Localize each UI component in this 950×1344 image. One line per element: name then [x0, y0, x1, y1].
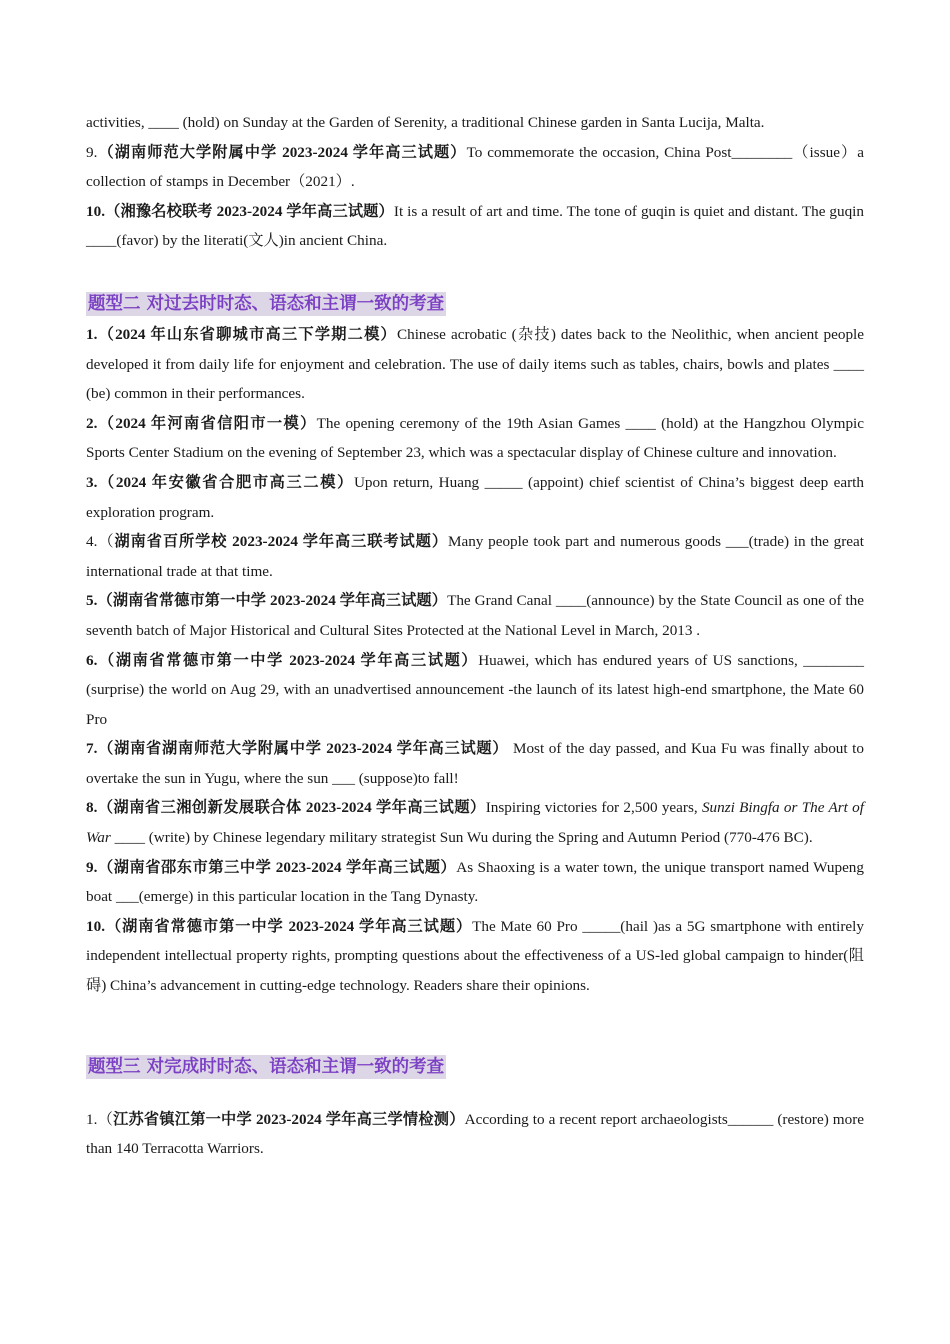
- question-item: [86, 527, 864, 586]
- question-item: [86, 197, 864, 256]
- question-text: According to a recent report archaeologists______ (restore) more than 140 Terracotta Warriors.: [86, 1110, 865, 1158]
- document-page: [86, 108, 864, 1164]
- section-heading: 题型二 对过去时时态、语态和主谓一致的考查: [88, 293, 445, 314]
- book-title: Sunzi Bingfa or The Art of War: [86, 799, 864, 847]
- question-text: The Mate 60 Pro _____(hail )as a 5G smartphone with entirely independent intellectual property rights, prompting questions about the effectiveness of a US-led global campaign to hinder(阻碍) China’s advancement in cutting-edge technology. Readers share their opinions.: [86, 917, 864, 995]
- question-number: 6.: [86, 651, 98, 669]
- question-source: （湖南省三湘创新发展联合体 2023-2024 学年高三试题）: [97, 799, 486, 817]
- question-item: [86, 409, 864, 468]
- question-source: 湖南省百所学校 2023-2024 学年高三联考试题）: [114, 533, 448, 551]
- question-text: The Grand Canal ____(announce) by the State Council as one of the seventh batch of Major Historical and Cultural Sites Protected at the National Level in March, 2013 .: [86, 592, 864, 639]
- question-text: Chinese acrobatic (杂技) dates back to the Neolithic, when ancient people developed it from daily life for enjoyment and celebration. The use of daily items such as tables, chairs, bowls and plates ____ (be) common in their performances.: [86, 325, 864, 403]
- question-source: （湖南师范大学附属中学 2023-2024 学年高三试题）: [97, 143, 467, 161]
- question-item: [86, 468, 864, 527]
- question-text: ____ (write) by Chinese legendary military strategist Sun Wu during the Spring and Autumn Period (770-476 BC).: [110, 829, 813, 847]
- question-item: [86, 853, 864, 912]
- question-text: Most of the day passed, and Kua Fu was finally about to overtake the sun in Yugu, where the sun ___ (suppose)to fall!: [86, 740, 864, 787]
- question-item: [86, 646, 864, 735]
- question-item: [86, 320, 864, 409]
- question-source: （湖南省邵东市第三中学 2023-2024 学年高三试题）: [97, 858, 457, 876]
- question-item: [86, 138, 864, 197]
- question-number: 1.: [86, 1110, 98, 1128]
- question-text: The opening ceremony of the 19th Asian Games ____ (hold) at the Hangzhou Olympic Sports Center Stadium on the evening of September 23, which was a spectacular display of Chinese culture and innovation.: [86, 414, 865, 462]
- question-number: 1.: [86, 325, 98, 343]
- question-number: 9.: [86, 143, 98, 161]
- question-text: Many people took part and numerous goods ___(trade) in the great international trade at that time.: [86, 533, 865, 580]
- question-source: （2024 年安徽省合肥市高三二模）: [97, 473, 354, 491]
- question-number: 7.: [86, 740, 98, 758]
- question-source: （湖南省湖南师范大学附属中学 2023-2024 学年高三试题）: [97, 740, 509, 758]
- question-source: 江苏省镇江第一中学 2023-2024 学年高三学情检测）: [113, 1110, 465, 1128]
- question-number: 9.: [86, 858, 98, 876]
- question-number: 10.: [86, 202, 105, 220]
- question-text-before: Inspiring victories for 2,500 years,: [485, 799, 702, 817]
- question-item: [86, 734, 864, 793]
- question-number: 2.: [86, 414, 98, 432]
- question-number: 3.: [86, 473, 98, 491]
- question-text: To commemorate the occasion, China Post________（issue）a collection of stamps in December（2021）.: [86, 143, 864, 191]
- question-text: Huawei, which has endured years of US sanctions, ________ (surprise) the world on Aug 29, with an unadvertised announcement -the launch of its latest high-end smartphone, the Mate 60 Pro: [86, 651, 865, 728]
- section-heading: 题型三 对完成时时态、语态和主谓一致的考查: [88, 1056, 445, 1077]
- question-source: （湖南省常德市第一中学 2023-2024 学年高三试题）: [104, 917, 473, 935]
- question-text: Upon return, Huang _____ (appoint) chief scientist of China’s biggest deep earth exploration program.: [86, 473, 864, 521]
- question-item: [86, 586, 864, 645]
- question-text: activities, ____ (hold) on Sunday at the Garden of Serenity, a traditional Chinese garden in Santa Lucija, Malta.: [86, 114, 765, 131]
- question-continued: [86, 108, 864, 138]
- question-item: [86, 912, 864, 1001]
- question-source-open: （: [97, 1110, 114, 1128]
- question-text: As Shaoxing is a water town, the unique transport named Wupeng boat ___(emerge) in this particular location in the Tang Dynasty.: [86, 858, 864, 906]
- question-source: （湖南省常德市第一中学 2023-2024 学年高三试题）: [97, 592, 448, 610]
- question-number: 4.: [86, 533, 98, 551]
- question-item: [86, 793, 864, 852]
- question-number: 8.: [86, 799, 98, 817]
- question-text: It is a result of art and time. The tone of guqin is quiet and distant. The guqin ____(favor) by the literati(文人)in ancient China.: [86, 202, 864, 250]
- question-source: （湖南省常德市第一中学 2023-2024 学年高三试题）: [97, 651, 479, 669]
- question-source: （2024 年山东省聊城市高三下学期二模）: [97, 325, 397, 343]
- question-source: （2024 年河南省信阳市一模）: [97, 414, 317, 432]
- question-number: 5.: [86, 592, 98, 610]
- question-source-open: （: [97, 533, 115, 551]
- question-source: （湘豫名校联考 2023-2024 学年高三试题）: [104, 202, 394, 220]
- question-item: [86, 1105, 864, 1164]
- question-number: 10.: [86, 917, 105, 935]
